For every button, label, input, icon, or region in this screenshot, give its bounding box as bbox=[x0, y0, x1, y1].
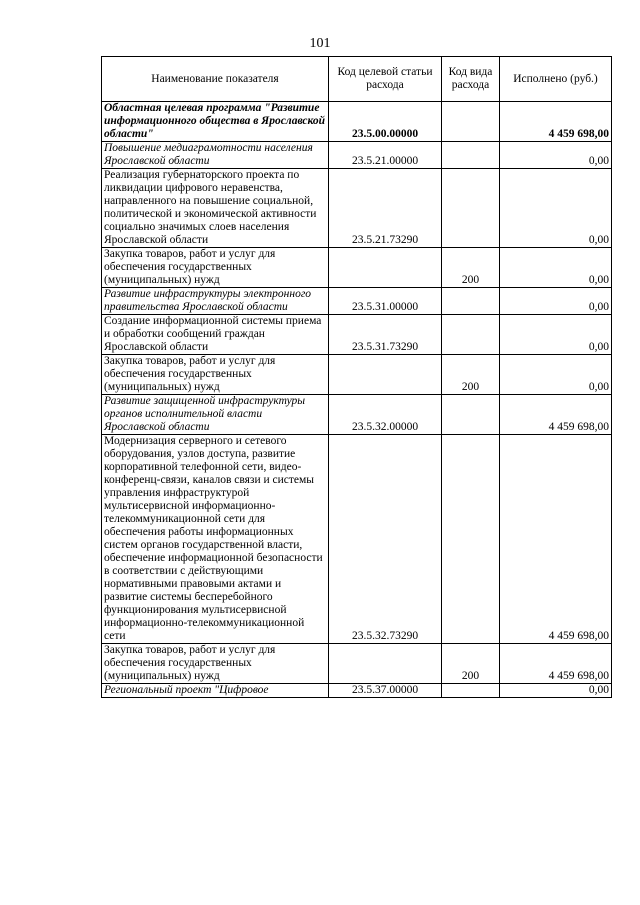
row-expense-type-code bbox=[442, 142, 500, 169]
table-row bbox=[102, 684, 612, 698]
row-executed-amount: 0,00 bbox=[500, 142, 612, 169]
header-target-article-code: Код целевой статьи расхода bbox=[329, 57, 442, 102]
row-target-article-code bbox=[329, 248, 442, 288]
row-executed-amount: 0,00 bbox=[500, 248, 612, 288]
row-expense-type-code: 200 bbox=[442, 248, 500, 288]
row-expense-type-code bbox=[442, 684, 500, 698]
row-indicator-name: Закупка товаров, работ и услуг для обеспечения государственных (муниципальных) нужд bbox=[102, 248, 329, 288]
row-executed-amount: 0,00 bbox=[500, 355, 612, 395]
table-row bbox=[102, 355, 612, 395]
row-target-article-code: 23.5.00.00000 bbox=[329, 102, 442, 142]
row-target-article-code: 23.5.31.73290 bbox=[329, 315, 442, 355]
row-expense-type-code bbox=[442, 315, 500, 355]
row-indicator-name: Развитие защищенной инфраструктуры органов исполнительной власти Ярославской области bbox=[102, 395, 329, 435]
row-target-article-code: 23.5.32.73290 bbox=[329, 435, 442, 644]
row-expense-type-code: 200 bbox=[442, 355, 500, 395]
row-target-article-code: 23.5.37.00000 bbox=[329, 684, 442, 698]
table-row bbox=[102, 315, 612, 355]
row-executed-amount: 0,00 bbox=[500, 315, 612, 355]
table-row bbox=[102, 644, 612, 684]
page-number: 101 bbox=[309, 36, 331, 51]
row-indicator-name: Развитие инфраструктуры электронного правительства Ярославской области bbox=[102, 288, 329, 315]
row-indicator-name: Реализация губернаторского проекта по ликвидации цифрового неравенства, направленного на повышение социальной, политической и экономической активности социально значимых слоев населения Ярославской области bbox=[102, 169, 329, 248]
header-executed-amount: Исполнено (руб.) bbox=[500, 57, 612, 102]
table-row bbox=[102, 169, 612, 248]
header-indicator-name: Наименование показателя bbox=[102, 57, 329, 102]
row-executed-amount: 4 459 698,00 bbox=[500, 395, 612, 435]
row-target-article-code: 23.5.31.00000 bbox=[329, 288, 442, 315]
budget-execution-table bbox=[101, 56, 612, 698]
row-indicator-name: Закупка товаров, работ и услуг для обеспечения государственных (муниципальных) нужд bbox=[102, 355, 329, 395]
table-row bbox=[102, 288, 612, 315]
table-row bbox=[102, 102, 612, 142]
row-expense-type-code bbox=[442, 435, 500, 644]
row-executed-amount: 4 459 698,00 bbox=[500, 435, 612, 644]
table-header-row bbox=[102, 57, 612, 102]
row-executed-amount: 4 459 698,00 bbox=[500, 102, 612, 142]
row-indicator-name: Повышение медиаграмотности населения Ярославской области bbox=[102, 142, 329, 169]
row-executed-amount: 0,00 bbox=[500, 169, 612, 248]
row-indicator-name: Региональный проект "Цифровое bbox=[102, 684, 329, 698]
row-target-article-code: 23.5.21.73290 bbox=[329, 169, 442, 248]
row-expense-type-code bbox=[442, 169, 500, 248]
row-executed-amount: 0,00 bbox=[500, 288, 612, 315]
row-indicator-name: Создание информационной системы приема и обработки сообщений граждан Ярославской области bbox=[102, 315, 329, 355]
row-target-article-code: 23.5.21.00000 bbox=[329, 142, 442, 169]
table-row bbox=[102, 395, 612, 435]
table-row bbox=[102, 248, 612, 288]
header-expense-type-code: Код вида расхода bbox=[442, 57, 500, 102]
row-executed-amount: 0,00 bbox=[500, 684, 612, 698]
table-row bbox=[102, 435, 612, 644]
row-expense-type-code: 200 bbox=[442, 644, 500, 684]
row-indicator-name: Модернизация серверного и сетевого оборудования, узлов доступа, развитие корпоративной телефонной сети, видео-конференц-связи, каналов связи и системы управления инфраструктурой мультисервисной информационно-телекоммуникационной сети для обеспечения работы информационных систем органов государственной власти, обеспечение информационной безопасности в соответствии с действующими нормативными правовыми актами и развитие системы бесперебойного функционирования мультисервисной информационно-телекоммуникационной сети bbox=[102, 435, 329, 644]
table-row bbox=[102, 142, 612, 169]
row-expense-type-code bbox=[442, 102, 500, 142]
row-executed-amount: 4 459 698,00 bbox=[500, 644, 612, 684]
row-indicator-name: Закупка товаров, работ и услуг для обеспечения государственных (муниципальных) нужд bbox=[102, 644, 329, 684]
row-target-article-code bbox=[329, 644, 442, 684]
row-target-article-code bbox=[329, 355, 442, 395]
row-expense-type-code bbox=[442, 288, 500, 315]
row-expense-type-code bbox=[442, 395, 500, 435]
row-target-article-code: 23.5.32.00000 bbox=[329, 395, 442, 435]
row-indicator-name: Областная целевая программа "Развитие информационного общества в Ярославской области" bbox=[102, 102, 329, 142]
